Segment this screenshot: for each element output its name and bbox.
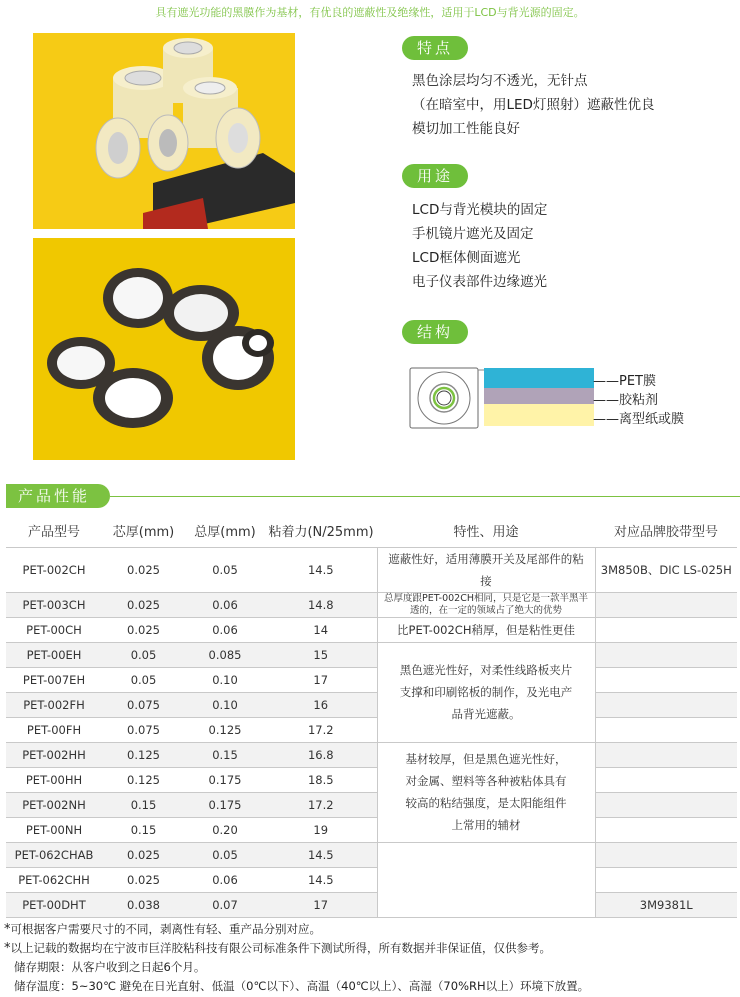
feature-note-empty — [377, 842, 595, 917]
table-row: PET-002NH 0.15 0.175 17.2 — [6, 792, 737, 817]
tagline: 具有遮光功能的黑膜作为基材，有优良的遮蔽性及绝缘性，适用于LCD与背光源的固定。 — [155, 6, 585, 19]
note-item: 储存期限：从客户收到之日起6个月。 — [14, 960, 206, 974]
features-badge: 特点 — [402, 36, 468, 60]
brand-cell — [595, 842, 737, 867]
feature-note: 比PET-002CH稍厚，但是粘性更佳 — [377, 617, 595, 642]
layer-adhesive — [484, 388, 594, 404]
product-photo-black-rolls — [33, 238, 295, 460]
layer-label-liner: ——离型纸或膜 — [593, 412, 685, 427]
usage-item: 手机镜片遮光及固定 — [412, 226, 534, 242]
table-row: PET-00DHT 0.038 0.07 17 3M9381L — [6, 892, 737, 917]
usage-item: LCD与背光模块的固定 — [412, 202, 548, 218]
divider — [110, 496, 740, 497]
product-photo-rolls — [33, 33, 295, 229]
note-item: 储存温度：5~30℃ 避免在日光直射、低温（0℃以下）、高温（40℃以上）、高湿（70%RH以上）环境下放置。 — [14, 979, 590, 993]
brand-cell — [595, 592, 737, 617]
spec-table — [6, 515, 737, 918]
brand-cell — [595, 767, 737, 792]
layer-label-pet: ——PET膜 — [593, 374, 656, 389]
structure-badge: 结构 — [402, 320, 468, 344]
feature-note: 遮蔽性好，适用薄膜开关及尾部件的粘接 — [377, 547, 595, 592]
feature-item: 黑色涂层均匀不透光，无针点 — [412, 73, 588, 89]
brand-cell — [595, 792, 737, 817]
brand-cell — [595, 617, 737, 642]
brand-cell — [595, 817, 737, 842]
note-item: *可根据客户需要尺寸的不同，剥离性有轻、重产品分别对应。 — [4, 922, 321, 937]
usage-item: 电子仪表部件边缘遮光 — [412, 274, 547, 290]
brand-cell: 3M850B、DIC LS-025H — [595, 547, 737, 592]
feature-list — [412, 69, 654, 141]
table-header-row — [6, 515, 737, 547]
col-core: 芯厚(mm) — [102, 515, 185, 547]
col-adhesion: 粘着力(N/25mm) — [265, 515, 377, 547]
table-row: PET-007EH 0.05 0.10 17 — [6, 667, 737, 692]
table-row: PET-00NH 0.15 0.20 19 — [6, 817, 737, 842]
table-row: PET-002HH 0.125 0.15 16.8 基材较厚，但是黑色遮光性好， 对金属、塑料等各种被粘体具有 较高的粘结强度，是太阳能组件 上常用的辅材 — [6, 742, 737, 767]
feature-item: （在暗室中，用LED灯照射）遮蔽性优良 — [412, 97, 655, 113]
brand-cell — [595, 642, 737, 667]
feature-note-group-a: 黑色遮光性好，对柔性线路板夹片 支撑和印刷铭板的制作，及光电产 品背光遮蔽。 — [377, 642, 595, 742]
performance-header — [0, 484, 740, 510]
table-row: PET-062CHAB 0.025 0.05 14.5 — [6, 842, 737, 867]
brand-cell — [595, 717, 737, 742]
table-row: PET-00HH 0.125 0.175 18.5 — [6, 767, 737, 792]
table-row: PET-00CH 0.025 0.06 14 比PET-002CH稍厚，但是粘性更佳 — [6, 617, 737, 642]
col-total: 总厚(mm) — [185, 515, 265, 547]
feature-note-group-b: 基材较厚，但是黑色遮光性好， 对金属、塑料等各种被粘体具有 较高的粘结强度，是太阳能组件 上常用的辅材 — [377, 742, 595, 842]
table-row: PET-003CH 0.025 0.06 14.8 总厚度跟PET-002CH相同，只是它是一款半黑半透的，在一定的领域占了绝大的优势 — [6, 592, 737, 617]
performance-title: 产品性能 — [6, 484, 110, 508]
footnotes — [4, 920, 589, 996]
usage-item: LCD框体侧面遮光 — [412, 250, 521, 266]
table-row: PET-062CHH 0.025 0.06 14.5 — [6, 867, 737, 892]
brand-cell: 3M9381L — [595, 892, 737, 917]
layer-label-adhesive: ——胶粘剂 — [593, 393, 659, 408]
brand-cell — [595, 692, 737, 717]
brand-cell — [595, 667, 737, 692]
feature-item: 模切加工性能良好 — [412, 121, 520, 137]
col-model: 产品型号 — [6, 515, 102, 547]
layer-pet — [484, 368, 594, 388]
feature-note: 总厚度跟PET-002CH相同，只是它是一款半黑半透的，在一定的领域占了绝大的优势 — [377, 592, 595, 617]
layer-liner — [484, 404, 594, 426]
table-row: PET-00FH 0.075 0.125 17.2 — [6, 717, 737, 742]
col-features: 特性、用途 — [377, 515, 595, 547]
usage-list — [412, 198, 547, 294]
table-row: PET-002FH 0.075 0.10 16 — [6, 692, 737, 717]
col-brand: 对应品牌胶带型号 — [595, 515, 737, 547]
usage-badge: 用途 — [402, 164, 468, 188]
brand-cell — [595, 867, 737, 892]
brand-cell — [595, 742, 737, 767]
table-row: PET-00EH 0.05 0.085 15 黑色遮光性好，对柔性线路板夹片 支撑和印刷铭板的制作，及光电产 品背光遮蔽。 — [6, 642, 737, 667]
table-row: PET-002CH 0.025 0.05 14.5 遮蔽性好，适用薄膜开关及尾部件的粘接 3M850B、DIC LS-025H — [6, 547, 737, 592]
note-item: *以上记载的数据均在宁波市巨洋胶粘科技有限公司标准条件下测试所得，所有数据并非保证值，仅供参考。 — [4, 941, 551, 956]
